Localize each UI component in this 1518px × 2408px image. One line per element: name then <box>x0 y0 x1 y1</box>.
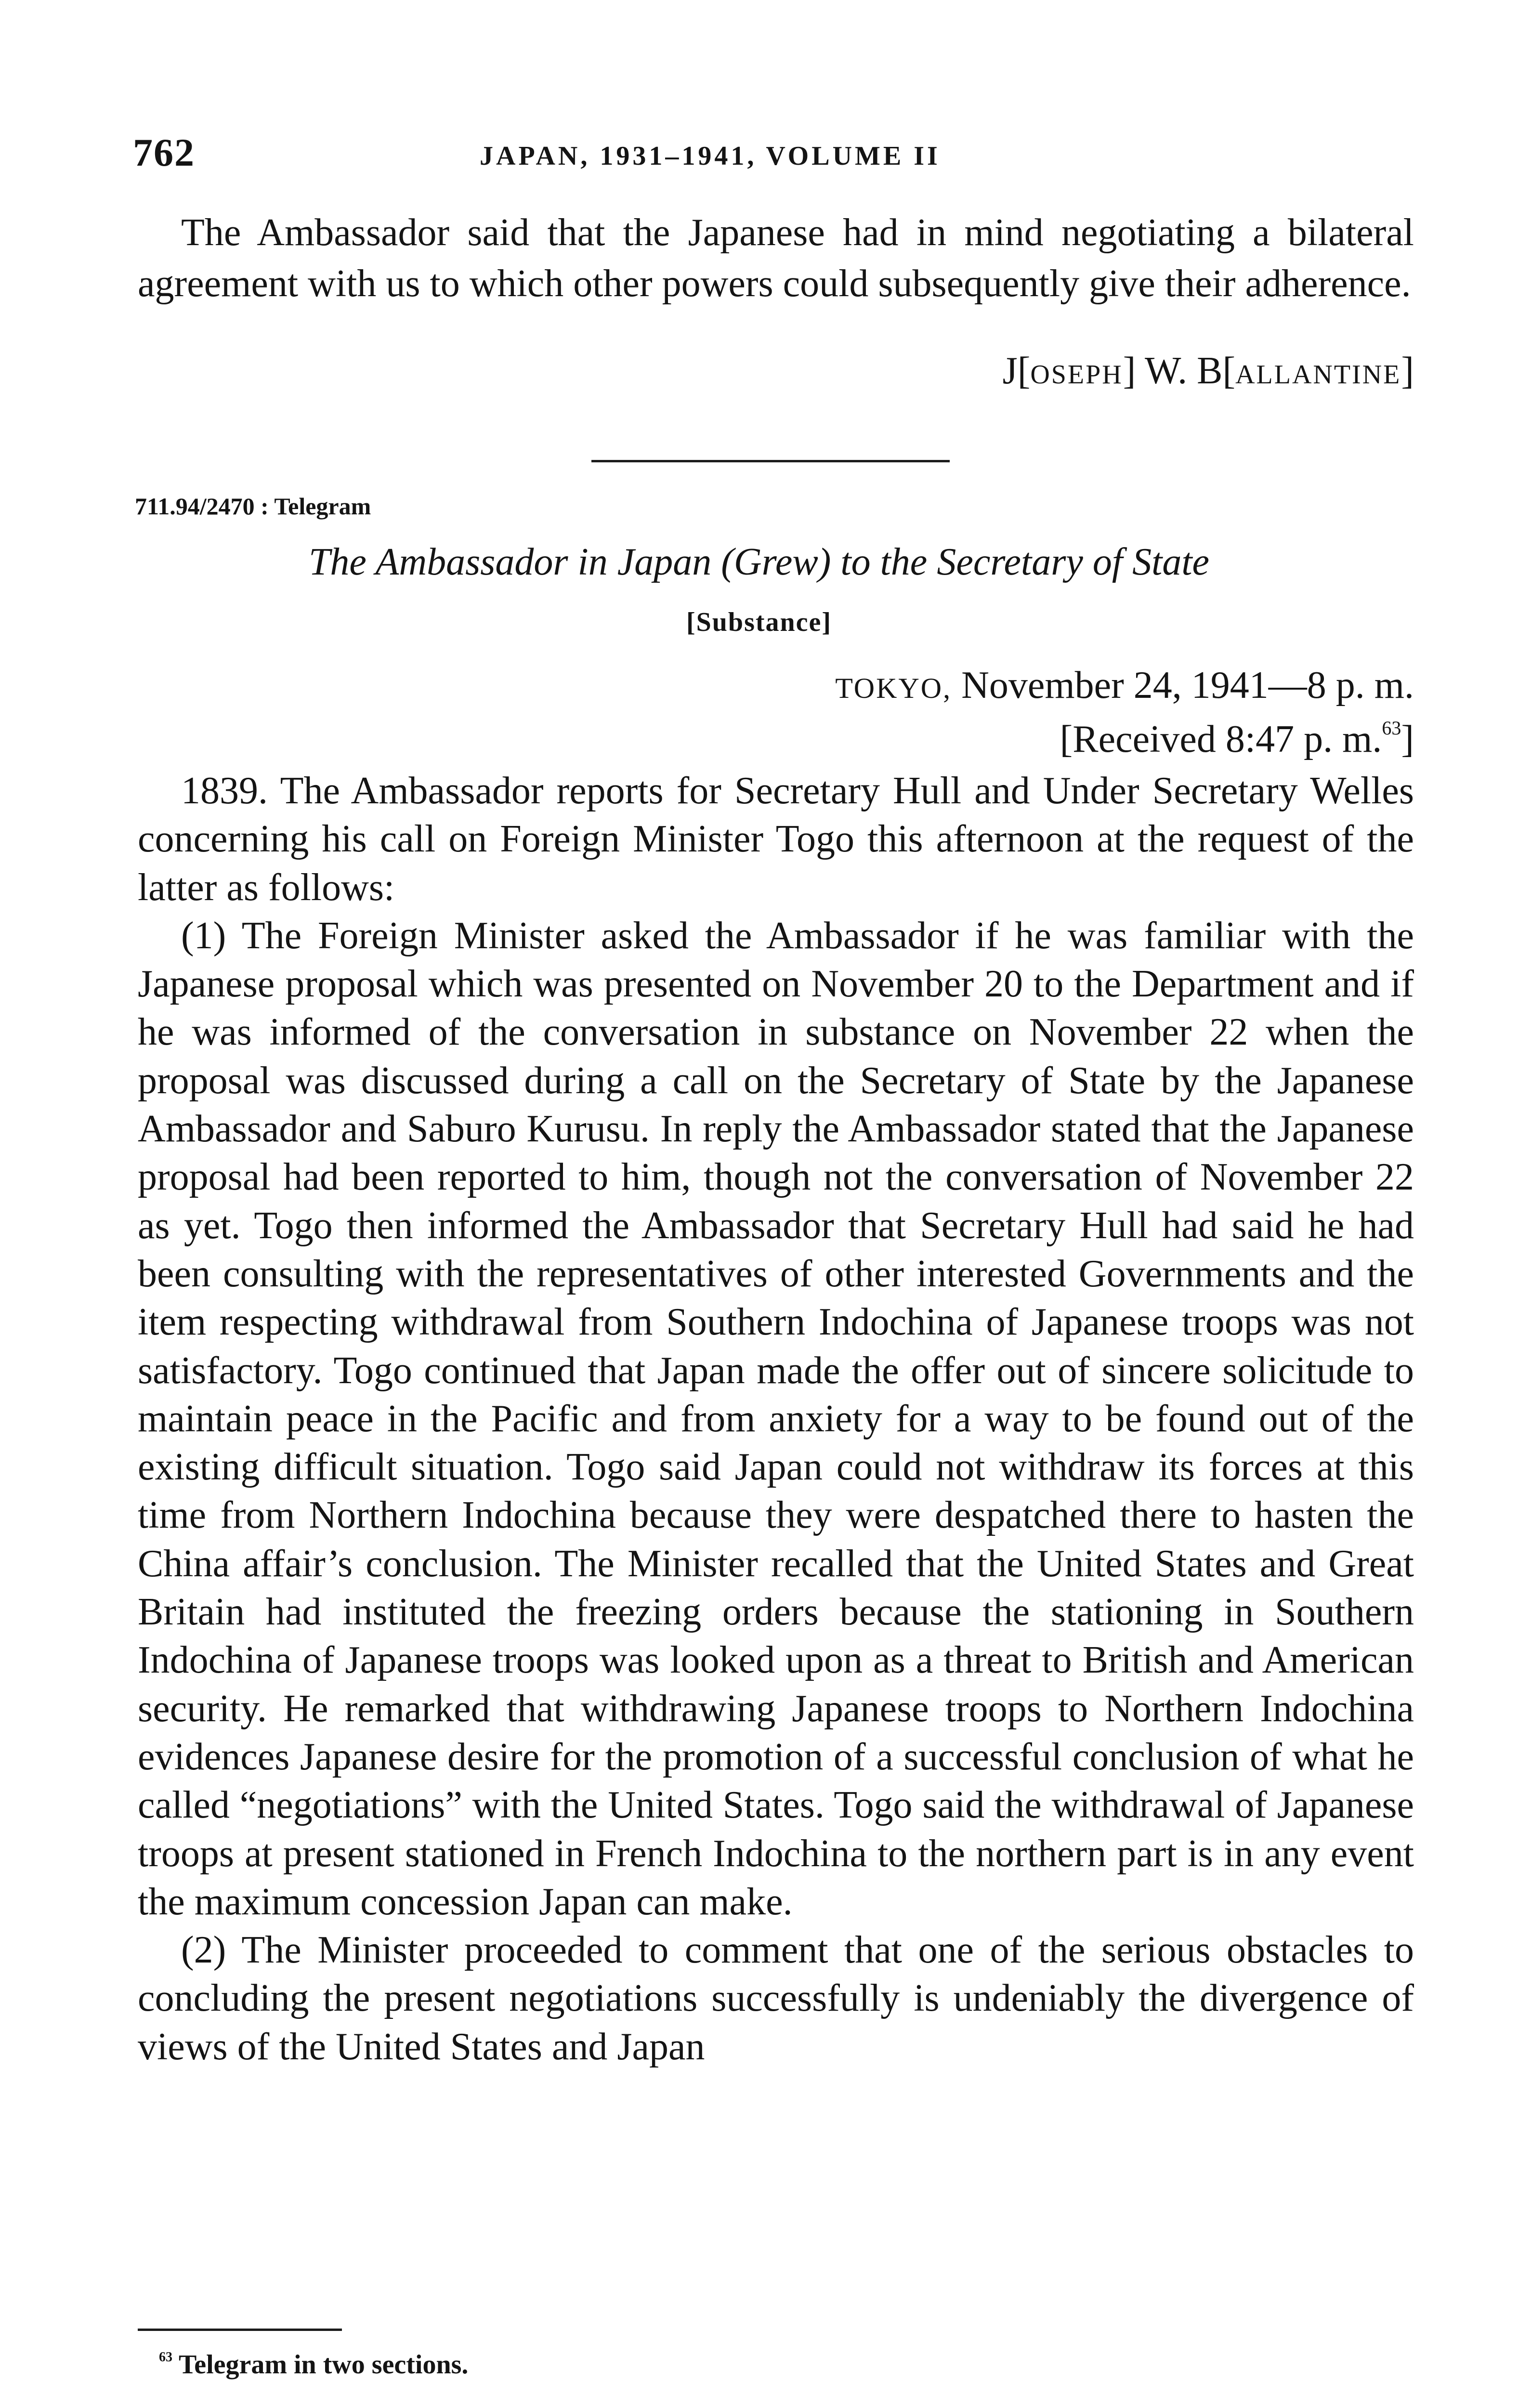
page-number: 762 <box>133 131 195 174</box>
dateline-sent <box>835 660 1414 714</box>
dateline-date: November 24, 1941—8 p. m. <box>961 664 1414 707</box>
signature-initial-last: B <box>1197 350 1223 392</box>
footnote <box>159 2349 468 2380</box>
page-header <box>133 130 1414 188</box>
dateline-received <box>835 714 1414 765</box>
received-close: ] <box>1401 718 1414 760</box>
received-text: [Received 8:47 p. m. <box>1060 718 1382 760</box>
footnote-marker: 63 <box>159 2349 172 2365</box>
signature-middle: W. <box>1144 350 1188 392</box>
telegram-body <box>138 767 1414 2071</box>
file-number: 711.94/2470 : Telegram <box>135 493 371 520</box>
intro-paragraph: The Ambassador said that the Japanese had in mind negotiating a bilateral agreement with us to which other powers could subsequently give their adherence. <box>138 211 1414 305</box>
dateline <box>835 660 1414 765</box>
signature: J[OSEPH] W. B[ALLANTINE] <box>1002 350 1414 392</box>
substance-label: [Substance] <box>686 607 832 637</box>
intro-section <box>138 207 1414 309</box>
paragraph-point-1: (1) The Foreign Minister asked the Ambassador if he was familiar with the Japanese proposal which was presented on November 20 to the Department and if he was informed of the conversation in substance on November 22 when the proposal was discussed during a call on the Secretary of State by the Japanese Ambassador and Saburo Kurusu. In reply the Ambassador stated that the Japanese proposal had been reported to him, though not the conversation of November 22 as yet. Togo then informed the Ambassador that Secretary Hull had said he had been consulting with the representatives of other interested Governments and the item respecting withdrawal from Southern Indochina of Japanese troops was not satisfactory. Togo continued that Japan made the offer out of sincere solicitude to maintain peace in the Pacific and from anxiety for a way to be found out of the existing difficult situation. Togo said Japan could not withdraw its forces at this time from Northern Indochina because they were despatched there to hasten the China affair’s conclusion. The Minister recalled that the United States and Great Britain had instituted the freezing orders because the stationing in Southern Indochina of Japanese troops was looked upon as a threat to British and American security. He remarked that withdrawing Japanese troops to Northern Indochina evidences Japanese desire for the promotion of a successful conclusion of what he called “negotiations” with the United States. Togo said the withdrawal of Japanese troops at present stationed in French Indochina to the northern part is in any event the maximum concession Japan can make. <box>138 914 1414 1923</box>
document-title: The Ambassador in Japan (Grew) to the Secretary of State <box>308 541 1210 583</box>
footnote-divider <box>138 2329 342 2331</box>
footnote-text: Telegram in two sections. <box>179 2350 469 2380</box>
running-head: JAPAN, 1931–1941, VOLUME II <box>480 141 941 171</box>
paragraph-point-2: (2) The Minister proceeded to comment that one of the serious obstacles to concluding the present negotiations successfully is undeniably the divergence of views of the United States and Japan <box>138 1929 1414 2068</box>
signature-first-rest: OSEPH <box>1030 360 1123 390</box>
paragraph-1839: 1839. The Ambassador reports for Secretary Hull and Under Secretary Welles concerning his call on Foreign Minister Togo this afternoon at the request of the latter as follows: <box>138 770 1414 909</box>
signature-last-rest: ALLANTINE <box>1235 360 1401 390</box>
signature-initial-first: J <box>1002 350 1018 392</box>
section-divider <box>591 460 950 462</box>
dateline-city: TOKYO, <box>835 672 952 704</box>
footnote-ref[interactable]: 63 <box>1382 717 1401 739</box>
